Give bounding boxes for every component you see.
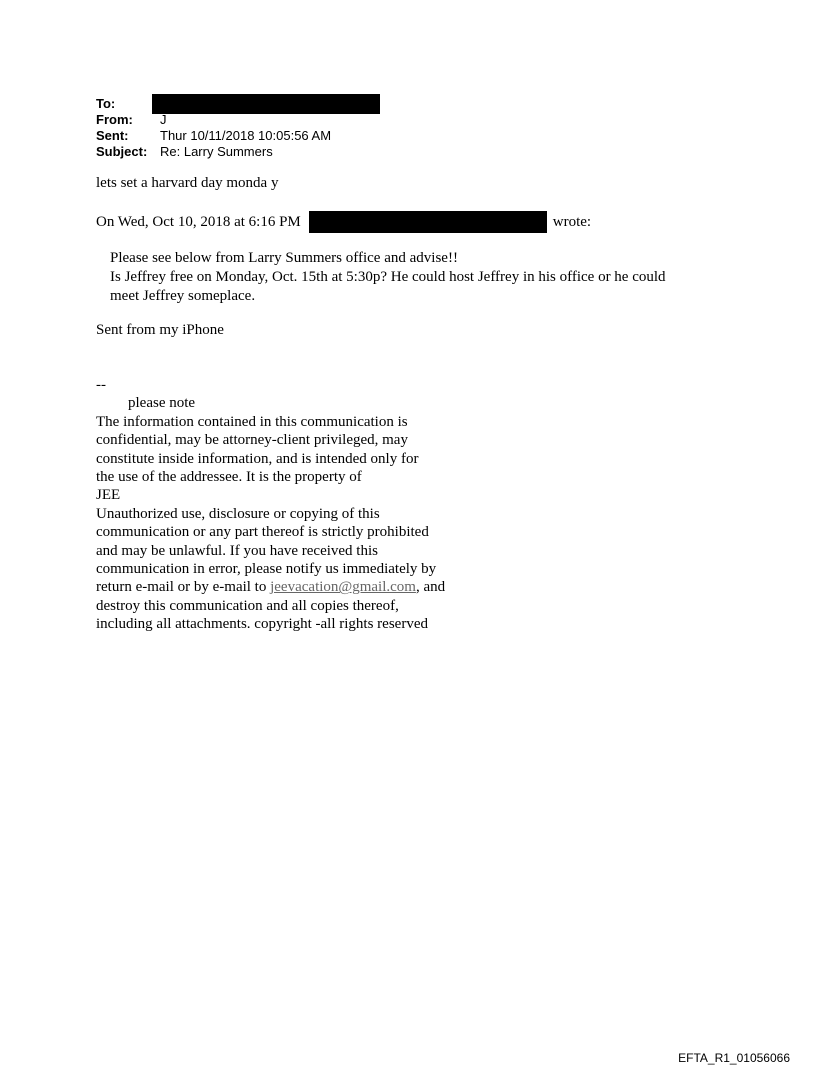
redacted-sender [309,211,547,233]
disclaimer-line: JEE [96,487,121,504]
email-header [96,96,380,160]
to-label: To: [96,96,116,111]
return-prefix: return e-mail or by e-mail to [96,579,271,596]
redacted-recipient [152,94,380,114]
subject-value: Re: Larry Summers [160,144,273,159]
quoted-intro [96,211,591,233]
disclaimer-dash: -- [96,377,106,393]
disclaimer-line: communication or any part thereof is strictly prohibited [96,524,429,541]
subject-label: Subject: [96,144,148,159]
return-suffix: , and [415,579,446,596]
quoted-message [110,249,666,306]
disclaimer-line: The information contained in this communication is [96,413,408,430]
disclaimer-line: and may be unlawful. If you have received this [96,542,378,559]
disclaimer-line: the use of the addressee. It is the property of [96,469,362,486]
quoted-line: Is Jeffrey free on Monday, Oct. 15th at 5:30p? He could host Jeffrey in his office or he could [110,269,666,285]
confidentiality-disclaimer [96,376,445,634]
disclaimer-email-line [96,578,445,596]
disclaimer-line: communication in error, please notify us immediately by [96,561,437,578]
reply-text: lets set a harvard day monda y [96,175,279,191]
sent-label: Sent: [96,128,129,143]
disclaimer-line: destroy this communication and all copies thereof, [96,597,399,614]
email-link[interactable]: jeevacation@gmail.com [270,579,416,596]
quoted-intro-prefix: On Wed, Oct 10, 2018 at 6:16 PM [96,213,301,230]
disclaimer-line: Unauthorized use, disclosure or copying of this [96,505,380,522]
from-row [96,112,380,128]
please-note: please note [128,395,196,412]
from-label: From: [96,112,133,127]
sent-row [96,128,380,144]
subject-row [96,144,380,160]
quoted-intro-suffix: wrote: [552,213,592,230]
disclaimer-line: including all attachments. copyright -all rights reserved [96,616,428,633]
disclaimer-line: constitute inside information, and is intended only for [96,450,419,467]
quoted-line: meet Jeffrey someplace. [110,288,256,304]
sent-value: Thur 10/11/2018 10:05:56 AM [160,128,332,143]
quoted-line: Please see below from Larry Summers office and advise!! [110,250,458,266]
to-row [96,96,380,112]
document-id: EFTA_R1_01056066 [678,1051,790,1065]
from-value: J [160,112,167,127]
sent-from-signature: Sent from my iPhone [96,322,224,338]
disclaimer-line: confidential, may be attorney-client privileged, may [96,432,408,449]
